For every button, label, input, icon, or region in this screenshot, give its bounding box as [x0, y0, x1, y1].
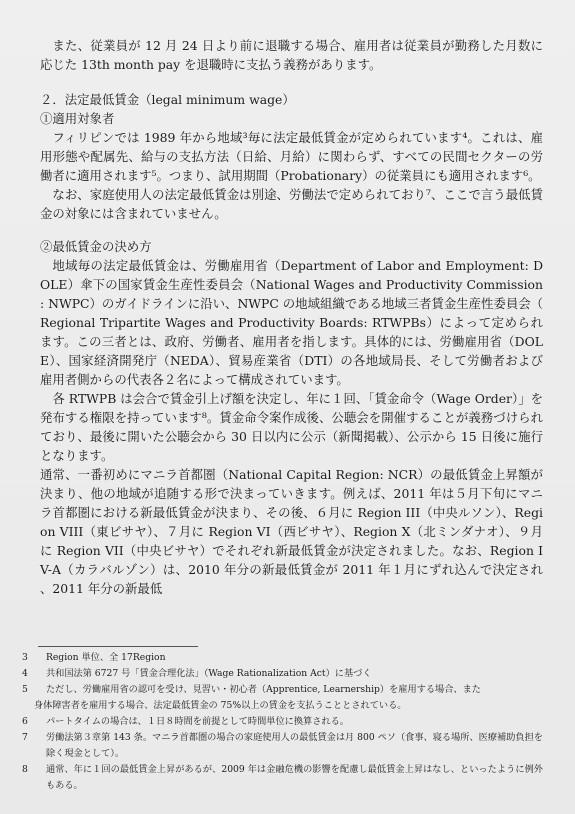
footnote-divider: [38, 646, 198, 647]
body-text: [40, 36, 543, 598]
subsection-title-scope: ①適用対象者: [40, 111, 115, 126]
subsection-title-method: ②最低賃金の決め方: [40, 239, 152, 254]
footnotes: [22, 650, 543, 794]
paragraph-scope: フィリピンでは 1989 年から地域³毎に法定最低賃金が定められています⁴。これは、雇用形態や配属先、給与の支払方法（日給、月給）に関わらず、すべての民間セクターの労働者に適用されます⁵。つまり、試用期間（Probationary）の従業員にも適用されます⁶。: [40, 130, 543, 183]
paragraph-domestic: なお、家庭使用人の法定最低賃金は別途、労働法で定められており⁷、ここで言う最低賃金の対象には含まれていません。: [40, 187, 543, 221]
footnote-5: 5 ただし、労働雇用省の認可を受け、見習い・初心者（Apprentice, Learnership）を雇用する場合、また: [22, 684, 481, 695]
paragraph-ncr-sequence: 通常、一番初めにマニラ首都圏（National Capital Region: NCR）の最低賃金上昇額が決まり、他の地域が追随する形で決まっていきます。例えば、2011 年は５月下旬にマニラ首都圏における新最低賃金が決まり、その後、６月に Region III（中央ルソン）、Region VIII（東ビサヤ）、７月に Region VI（西ビサヤ）、Region X（北ミンダナオ）、９月に Region VII（中央ビサヤ）でそれぞれ新最低賃金が決定されました。なお、Region IV-A（カラバルゾン）は、2010 年分の新最低賃金が 2011 年１月にずれ込んで決定され、2011 年分の新最低: [40, 467, 543, 596]
footnote-4: 4 共和国法第 6727 号「賃金合理化法」（Wage Rationalization Act）に基づく: [22, 668, 372, 679]
section-title: ２．法定最低賃金（legal minimum wage）: [40, 92, 295, 107]
footnote-6: 6 パートタイムの場合は、１日８時間を前提として時間単位に換算される。: [22, 716, 349, 727]
footnote-5-continued: 身体障害者を雇用する場合、法定最低賃金の 75%以上の賃金を支払うこととされている。: [34, 700, 407, 711]
paragraph-13th-month: また、従業員が 12 月 24 日より前に退職する場合、雇用者は従業員が勤務した月数に応じた 13th month pay を退職時に支払う義務があります。: [40, 38, 543, 72]
paragraph-wage-order: 各 RTWPB は会合で賃金引上げ額を決定し、年に１回、「賃金命令（Wage Order）」を発布する権限を持っています⁸。賃金命令案作成後、公聴会を開催することが義務づけられており、最後に開いた公聴会から 30 日以内に公示（新聞掲載）、公示から 15 日後に施行となります。: [40, 391, 543, 463]
footnote-8: 8 通常、年に１回の最低賃金上昇があるが、2009 年は金融危機の影響を配慮し最低賃金上昇はなし、といったように例外もある。: [22, 764, 543, 791]
footnote-3: 3 Region 単位、全 17Region: [22, 652, 166, 663]
paragraph-regional-boards: 地域毎の法定最低賃金は、労働雇用省（Department of Labor and Employment: DOLE）傘下の国家賃金生産性委員会（National Wages and Productivity Commission: NWPC）のガイドラインに沿い、NWPC の地域組織である地域三者賃金生産性委員会（Regional Tripartite Wages and Productivity Boards: RTWPBs）によって定められます。この三者とは、政府、労働者、雇用者を指します。具体的には、労働雇用省（DOLE）、国家経済開発庁（NEDA）、貿易産業省（DTI）の各地域局長、そして労働者および雇用者側からの代表各２名によって構成されています。: [40, 258, 543, 387]
footnote-7: 7 労働法第３章第 143 条。マニラ首都圏の場合の家庭使用人の最低賃金は月 800 ペソ（食事、寝る場所、医療補助負担を除く現金として）。: [22, 732, 543, 759]
